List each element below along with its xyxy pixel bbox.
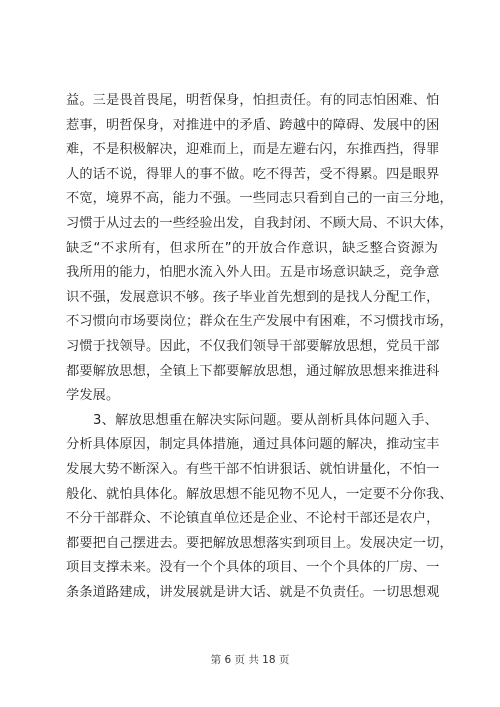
paragraph-end-line: 学发展。: [66, 388, 120, 404]
text-line: 识不强，发展意识不够。孩子毕业首先想到的是找人分配工作，: [66, 289, 440, 305]
text-line: 缺乏“不求所有，但求所在”的开放合作意识，缺乏整合资源为: [66, 240, 438, 256]
text-line: 习惯于从过去的一些经验出发，自我封闭、不顾大局、不识大体，: [66, 215, 453, 231]
text-line: 不分干部群众、不论镇直单位还是企业、不论村干部还是农户，: [66, 511, 440, 527]
section-heading-line: 3、解放思想重在解决实际问题。要从剖析具体问题入手、: [93, 412, 438, 428]
page-number-footer: 第 6 页 共 18 页: [210, 654, 290, 666]
text-line: 条条道路建成，讲发展就是讲大话、就是不负责任。一切思想观: [66, 584, 440, 600]
text-line: 般化、就怕具体化。解放思想不能见物不见人，一定要不分你我、: [66, 486, 453, 502]
text-line: 人的话不说，得罪人的事不做。吃不得苦，受不得累。四是眼界: [66, 166, 440, 182]
text-line: 我所用的能力，怕肥水流入外人田。五是市场意识缺乏，竞争意: [66, 265, 440, 281]
text-line: 都要把自己摆进去。要把解放思想落实到项目上。发展决定一切，: [66, 535, 453, 551]
text-line: 都要解放思想，全镇上下都要解放思想，通过解放思想来推进科: [66, 363, 440, 379]
body-text: [66, 89, 453, 605]
text-line: 惹事，明哲保身，对推进中的矛盾、跨越中的障碍、发展中的困: [66, 117, 440, 133]
text-line: 项目支撑未来。没有一个个具体的项目、一个个具体的厂房、一: [66, 560, 440, 576]
text-line: 不宽，境界不高，能力不强。一些同志只看到自己的一亩三分地，: [66, 191, 453, 207]
text-line: 益。三是畏首畏尾，明哲保身，怕担责任。有的同志怕困难、怕: [66, 93, 440, 108]
text-line: 难，不是积极解决，迎难而上，而是左避右闪，东推西挡，得罪: [66, 142, 440, 158]
text-line: 习惯于找领导。因此，不仅我们领导干部要解放思想，党员干部: [66, 338, 440, 354]
text-line: 分析具体原因，制定具体措施，通过具体问题的解决，推动宝丰: [66, 437, 440, 453]
text-line: 发展大势不断深入。有些干部不怕讲狠话、就怕讲量化，不怕一: [66, 461, 440, 477]
text-line: 不习惯向市场要岗位；群众在生产发展中有困难，不习惯找市场，: [66, 314, 453, 330]
